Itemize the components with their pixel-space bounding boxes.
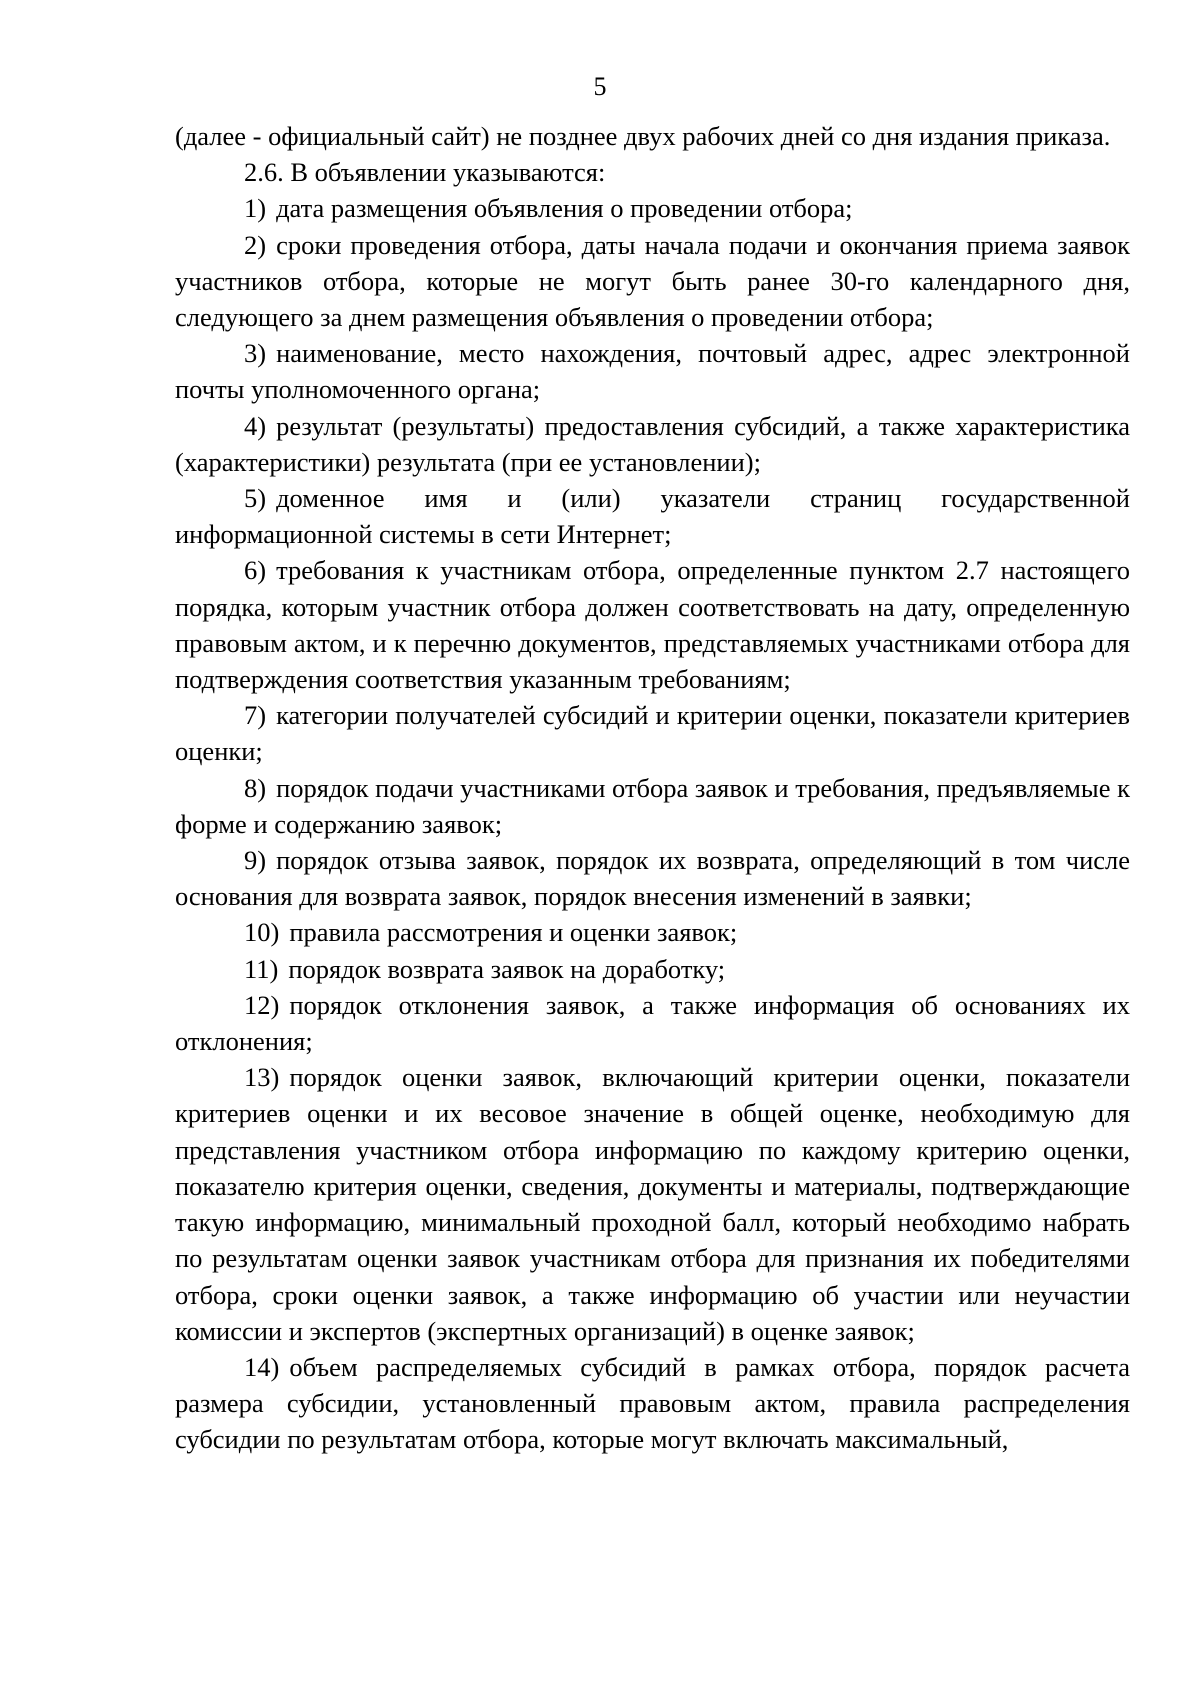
paragraph-text: (далее - официальный сайт) не позднее двух рабочих дней со дня издания приказа. (175, 121, 1111, 151)
paragraph-text: 2.6. В объявлении указываются: (244, 157, 606, 188)
list-item-text: порядок отклонения заявок, а также информация об основаниях их отклонения; (175, 989, 1130, 1057)
list-number: 1) (244, 193, 267, 224)
list-number: 10) (244, 917, 280, 948)
list-item-12 (175, 987, 1130, 1059)
paragraph-continuation (175, 118, 1130, 154)
list-item-3 (175, 335, 1130, 407)
list-number: 9) (244, 845, 267, 876)
list-item-10 (175, 914, 1130, 950)
list-item-text: объем распределяемых субсидий в рамках отбора, порядок расчета размера субсидии, установленный правовым актом, правила распределения субсидии по результатам отбора, которые могут включать максимальный, (175, 1351, 1130, 1455)
list-item-text: требования к участникам отбора, определенные пунктом 2.7 настоящего порядка, которым участник отбора должен соответствовать на дату, определенную правовым актом, и к перечню документов, представляемых участниками отбора для подтверждения соответствия указанным требованиям; (175, 555, 1130, 695)
list-item-9 (175, 842, 1130, 914)
list-item-text: наименование, место нахождения, почтовый адрес, адрес электронной почты уполномоченного органа; (175, 338, 1130, 405)
list-item-11 (175, 951, 1130, 987)
list-item-text: дата размещения объявления о проведении отбора; (276, 193, 853, 224)
list-item-2 (175, 227, 1130, 336)
list-item-5 (175, 480, 1130, 552)
list-item-text: результат (результаты) предоставления субсидий, а также характеристика (характеристики) результата (при ее установлении); (175, 410, 1130, 477)
list-item-text: порядок возврата заявок на доработку; (288, 953, 726, 984)
page-number: 5 (593, 72, 607, 101)
list-number: 6) (244, 555, 267, 586)
list-item-13 (175, 1059, 1130, 1349)
list-item-text: доменное имя и (или) указатели страниц государственной информационной системы в сети Интернет; (175, 483, 1130, 550)
list-number: 7) (244, 700, 267, 731)
list-number: 12) (244, 989, 280, 1020)
list-number: 4) (244, 410, 267, 441)
list-item-4 (175, 408, 1130, 480)
document-body (175, 118, 1130, 1458)
list-item-text: сроки проведения отбора, даты начала подачи и окончания приема заявок участников отбора, которые не могут быть ранее 30-го календарного дня, следующего за днем размещения объявления о проведении отбора; (175, 229, 1130, 333)
list-number: 11) (244, 953, 279, 984)
list-item-text: правила рассмотрения и оценки заявок; (289, 917, 738, 948)
list-number: 8) (244, 772, 267, 803)
list-number: 5) (244, 483, 267, 514)
list-item-text: порядок отзыва заявок, порядок их возврата, определяющий в том числе основания для возврата заявок, порядок внесения изменений в заявки; (175, 845, 1130, 912)
list-number: 2) (244, 229, 267, 260)
section-heading-2-6 (175, 154, 1130, 190)
list-number: 14) (244, 1351, 280, 1382)
list-item-text: порядок подачи участниками отбора заявок и требования, предъявляемые к форме и содержанию заявок; (175, 772, 1130, 839)
list-item-7 (175, 697, 1130, 769)
list-item-8 (175, 770, 1130, 842)
list-item-text: категории получателей субсидий и критерии оценки, показатели критериев оценки; (175, 700, 1130, 767)
list-item-14 (175, 1349, 1130, 1458)
list-number: 13) (244, 1062, 280, 1093)
list-number: 3) (244, 338, 267, 369)
list-item-6 (175, 552, 1130, 697)
list-item-text: порядок оценки заявок, включающий критерии оценки, показатели критериев оценки и их весовое значение в общей оценке, необходимую для представления участником отбора информацию по каждому критерию оценки, показателю критерия оценки, сведения, документы и материалы, подтверждающие такую информацию, минимальный проходной балл, который необходимо набрать по результатам оценки заявок участникам отбора для признания их победителями отбора, сроки оценки заявок, а также информацию об участии или неучастии комиссии и экспертов (экспертных организаций) в оценке заявок; (175, 1062, 1130, 1346)
list-item-1 (175, 190, 1130, 226)
